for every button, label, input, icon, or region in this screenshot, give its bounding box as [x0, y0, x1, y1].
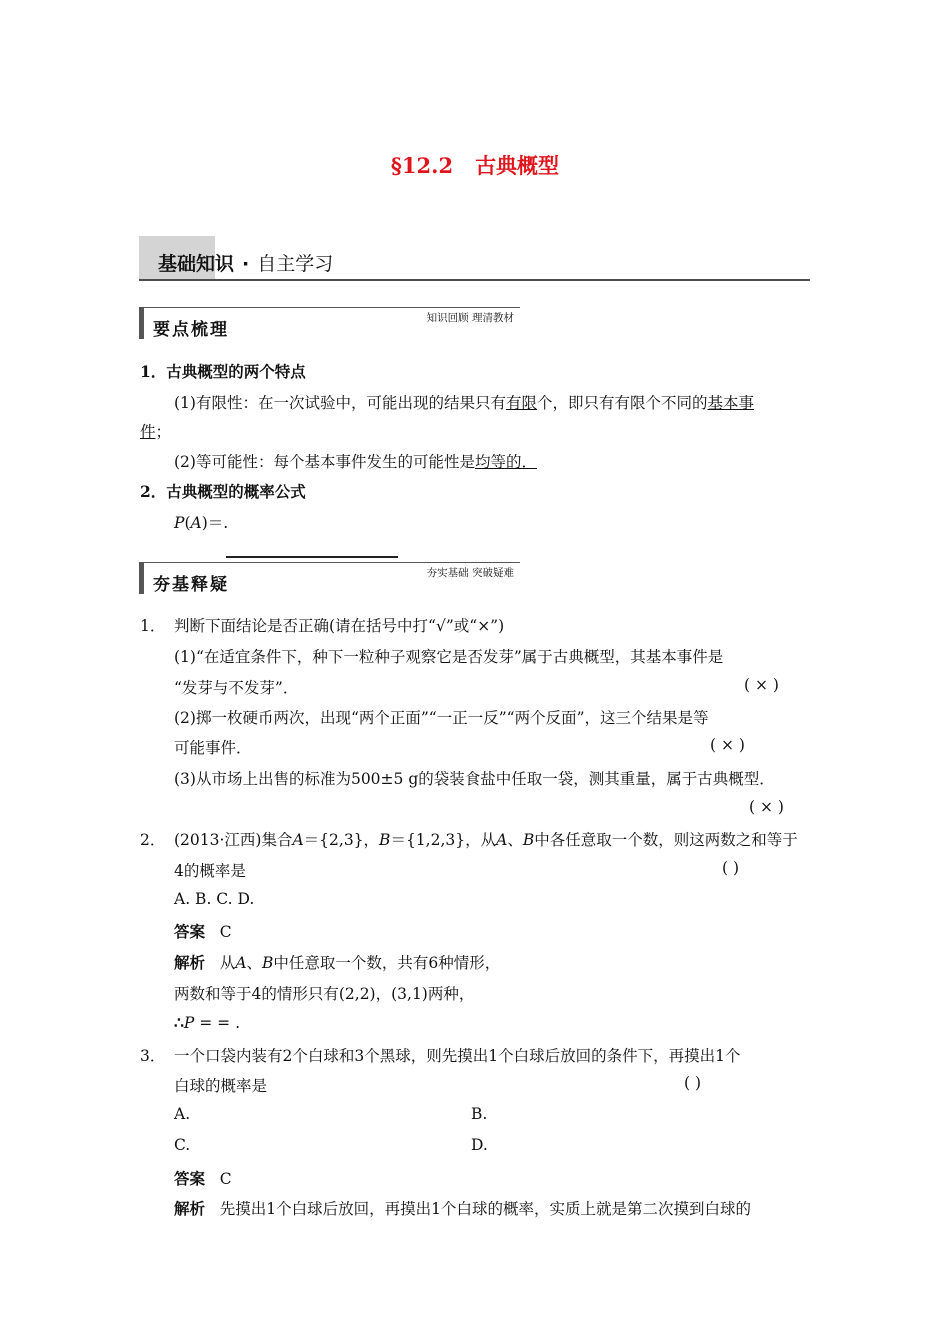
subsection-tagline: 夯实基础 突破疑难	[426, 567, 514, 579]
text: ；	[155, 423, 172, 441]
page-title	[0, 150, 950, 180]
set-a: A	[496, 831, 508, 849]
formula-p: P	[174, 514, 185, 532]
therefore-symbol: ∴	[174, 1013, 184, 1032]
text: (2)等可能性：每个基本事件发生的可能性是	[174, 453, 475, 471]
question-2-explanation-2: 两数和等于4的情形只有(2,2)，(3,1)两种，	[174, 985, 475, 1003]
text: 先摸出1个白球后放回，再摸出1个白球的概率，实质上就是第二次摸到白球的	[219, 1200, 752, 1218]
question-2-answer-blank: ( )	[722, 859, 740, 877]
point-1-item-1-cont	[140, 420, 171, 442]
answer-label: 答案	[174, 922, 206, 941]
question-1-statement-1-cont: “发芽与不发芽”．	[174, 679, 299, 697]
question-2-number: 2．	[140, 831, 166, 849]
underlined-answer: 有限	[505, 394, 537, 412]
text: (1)有限性：在一次试验中，可能出现的结果只有	[174, 394, 506, 412]
title-number: §12.2	[390, 153, 454, 178]
point-1-item-2	[174, 450, 537, 472]
subsection-rule	[144, 562, 520, 563]
question-3-option-c: C.	[174, 1136, 191, 1154]
question-2-options: A. B. C. D.	[174, 890, 255, 908]
underlined-answer: 基本事	[707, 394, 755, 412]
subsection-tagline: 知识回顾 理清教材	[426, 312, 514, 324]
question-3-option-d: D.	[471, 1136, 488, 1154]
question-2-stem	[174, 828, 798, 850]
formula-blank-line	[226, 556, 398, 558]
explanation-label: 解析	[174, 953, 206, 972]
question-1-answer-3: ( × )	[749, 798, 784, 816]
text: ＝{1,2,3}，从	[390, 831, 497, 849]
question-3-answer-blank: ( )	[684, 1074, 702, 1092]
formula-paren: (	[184, 514, 191, 532]
question-1-stem: 判断下面结论是否正确(请在括号中打“√”或“×”)	[174, 617, 505, 635]
subsection-title: 夯基释疑	[153, 575, 229, 595]
answer-value: C	[219, 923, 232, 941]
set-b: B	[379, 831, 391, 849]
text: = = .	[194, 1014, 240, 1032]
subsection-header-key-points	[139, 307, 520, 339]
subsection-bar	[139, 562, 144, 594]
question-3-answer	[174, 1167, 232, 1189]
point-2-heading: 2．古典概型的概率公式	[140, 482, 306, 501]
question-1-answer-1: ( × )	[744, 676, 779, 694]
question-3-number: 3．	[140, 1047, 166, 1065]
question-2-explanation-3	[174, 1013, 240, 1032]
text: 中各任意取一个数，则这两数之和等于	[534, 831, 798, 849]
formula-a: A	[190, 514, 202, 532]
subsection-header-practice	[139, 562, 520, 594]
question-3-option-b: B.	[471, 1105, 488, 1123]
title-name: 古典概型	[475, 153, 560, 178]
point-1-item-1	[174, 391, 754, 413]
text: 个，即只有有限个不同的	[536, 394, 708, 412]
point-2-formula	[174, 511, 228, 533]
subsection-bar	[139, 307, 144, 339]
text: 中任意取一个数，共有6种情形，	[273, 954, 501, 972]
answer-value: C	[219, 1170, 232, 1188]
section-sub-label: 自主学习	[257, 253, 334, 275]
question-1-statement-1: (1)“在适宜条件下，种下一粒种子观察它是否发芽”属于古典概型，其基本事件是	[174, 648, 724, 666]
point-1-heading: 1．古典概型的两个特点	[140, 362, 306, 381]
question-1-answer-2: ( × )	[710, 736, 745, 754]
question-2-answer	[174, 920, 232, 942]
question-2-stem-cont: 4的概率是	[174, 862, 246, 880]
answer-label: 答案	[174, 1169, 206, 1188]
question-1-statement-2: (2)掷一枚硬币两次，出现“两个正面”“一正一反”“两个反面”，这三个结果是等	[174, 709, 709, 727]
section-dot: ·	[242, 253, 250, 275]
subsection-rule	[144, 307, 520, 308]
question-1-number: 1．	[140, 617, 166, 635]
question-1-statement-2-cont: 可能事件．	[174, 739, 252, 757]
question-1-statement-3: (3)从市场上出售的标准为500±5 g的袋装食盐中任取一袋，测其重量，属于古典概型．	[174, 770, 775, 788]
text: 、	[246, 954, 263, 972]
underlined-answer: 件	[140, 423, 156, 441]
set-b: B	[262, 954, 274, 972]
subsection-title: 要点梳理	[153, 320, 229, 340]
question-3-explanation-1	[174, 1197, 751, 1219]
question-3-stem-cont: 白球的概率是	[174, 1077, 268, 1095]
set-a: A	[292, 831, 304, 849]
underlined-answer: 均等的．	[474, 453, 537, 471]
set-b: B	[522, 831, 535, 849]
explanation-label: 解析	[174, 1199, 206, 1218]
question-3-option-a: A.	[174, 1105, 191, 1123]
section-main-label: 基础知识	[158, 253, 235, 275]
text: 、	[507, 831, 523, 849]
formula-rest: )＝.	[201, 514, 229, 532]
section-header	[158, 249, 333, 276]
section-divider	[139, 279, 810, 281]
set-a: A	[235, 954, 247, 972]
text: ＝{2,3}，	[303, 831, 380, 849]
text: 从	[219, 954, 236, 972]
text: (2013·江西)集合	[174, 831, 293, 849]
question-2-explanation-1	[174, 951, 500, 973]
question-3-stem: 一个口袋内装有2个白球和3个黑球，则先摸出1个白球后放回的条件下，再摸出1个	[174, 1047, 741, 1065]
prob-p: P	[183, 1014, 195, 1032]
